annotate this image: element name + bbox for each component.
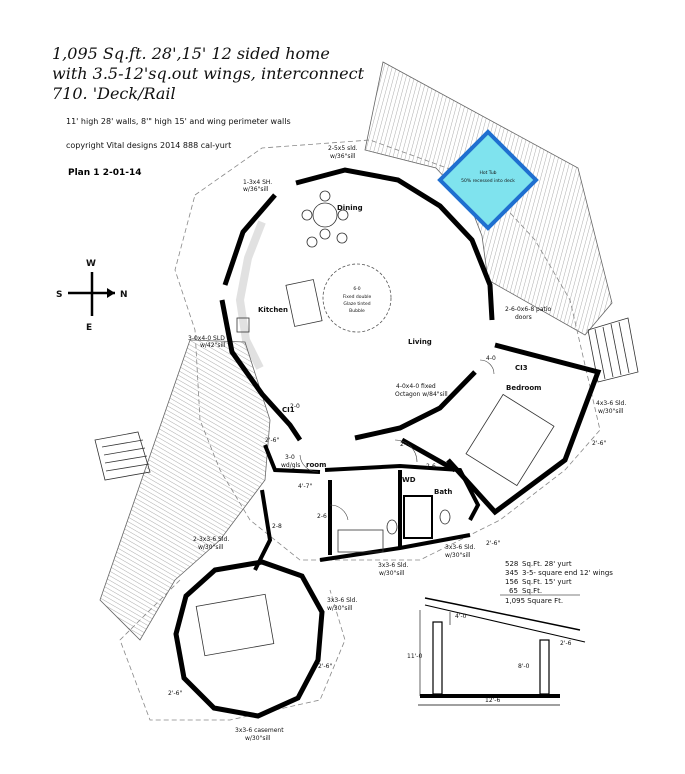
title-line-2: with 3.5-12'sq.out wings, interconnect — [52, 64, 365, 83]
octagon-label-2: Octagon w/84"sill — [395, 391, 448, 398]
sh-label: 1-3x4 SH. — [243, 179, 273, 186]
door-3-0: 3-0 — [285, 454, 295, 461]
bath-sld-label-2: 3x3-6 Sld. — [378, 562, 409, 569]
section-drawing — [418, 598, 585, 705]
bathtub — [338, 530, 383, 552]
sqft-table — [500, 560, 613, 605]
room-wd: WD — [402, 476, 416, 484]
mid-sld-label: 3x3-6 Sld. — [327, 597, 358, 604]
wing-sld-label: 2-3x3-6 Sld. — [193, 536, 230, 543]
bed-sld-label: 4x3-6 Sld. — [596, 400, 627, 407]
section-depth-2: 2'-6 — [560, 640, 572, 647]
door-2-8-b: 2-8 — [272, 523, 282, 530]
bedroom-wing-walls — [402, 345, 598, 512]
room-room: room — [306, 461, 327, 469]
mid-sld-sill: w/30"sill — [327, 605, 353, 612]
door-2-8-a: 2-8 — [400, 441, 410, 448]
skylight-line1: Fixed double — [342, 295, 372, 300]
sqft-528: 528 — [505, 560, 519, 568]
sqft-total: 1,095 Square Ft. — [505, 597, 564, 605]
sh-sill: w/36"sill — [243, 186, 269, 193]
toilet — [387, 520, 397, 534]
dim-5: 2'-6" — [265, 437, 280, 444]
sqft-65-desc: Sq.Ft. — [522, 587, 543, 595]
sld-left-sill: w/42"sill — [200, 342, 226, 349]
sqft-528-desc: Sq.Ft. 28' yurt — [522, 560, 572, 568]
sqft-345-desc: 3-5- square end 12' wings — [522, 569, 613, 577]
compass-s: S — [56, 290, 63, 300]
compass-e: E — [86, 323, 93, 333]
sqft-345: 345 — [505, 569, 519, 577]
casement-sill: w/30"sill — [245, 735, 271, 742]
wing-desk — [196, 594, 274, 655]
sld-top-label: 2-5x5 sld. — [328, 145, 358, 152]
closet-ci1: CI1 — [282, 406, 295, 414]
door-3-0-type: wd/gls — [281, 462, 301, 469]
sqft-156-desc: Sq.Ft. 15' yurt — [522, 578, 572, 586]
sld-left-label: 3-0x4-0 SLD — [188, 335, 225, 342]
hot-tub-note: 50% recessed into deck — [461, 179, 515, 184]
bath-toilet — [440, 510, 450, 524]
skylight-size: 6-0 — [353, 287, 361, 292]
sqft-156: 156 — [505, 578, 519, 586]
compass — [56, 259, 128, 333]
compass-w: W — [86, 259, 96, 269]
dim-3: 2'-6" — [318, 663, 333, 670]
patio-label-2: doors — [515, 314, 532, 321]
skylight-line2: Glaze tinted — [343, 302, 371, 307]
closet-ci3: CI3 — [515, 364, 528, 372]
door-2-6-a: 2-6 — [426, 463, 436, 470]
room-bath: Bath — [434, 488, 453, 496]
patio-label: 2-6-0x6-8 patio — [505, 306, 552, 313]
room-kitchen: Kitchen — [258, 306, 289, 314]
bath-sld-label-1: 3x3-6 Sld. — [445, 544, 476, 551]
title-line-1: 1,095 Sq.ft. 28',15' 12 sided home — [52, 44, 330, 63]
dim-4-7: 4'-7" — [298, 483, 313, 490]
wing-sld-sill: w/30"sill — [198, 544, 224, 551]
section-width: 12'-6 — [485, 697, 501, 704]
room-bedroom: Bedroom — [506, 384, 542, 392]
door-2-0: 2-0 — [290, 403, 300, 410]
dining-table — [302, 191, 348, 247]
door-2-6-b: 2-6 — [317, 513, 327, 520]
dim-2: 2'-6" — [486, 540, 501, 547]
bath-sld-sill-1: w/30"sill — [445, 552, 471, 559]
bed-sld-sill: w/30"sill — [598, 408, 624, 415]
small-yurt-walls — [176, 562, 322, 716]
room-dining: Dining — [337, 204, 363, 212]
copyright-note: copyright Vital designs 2014 888 cal-yurt — [66, 141, 232, 150]
section-depth-1: 4'-0 — [455, 613, 467, 620]
section-height-1: 11'-0 — [407, 653, 423, 660]
plan-number: Plan 1 2-01-14 — [68, 168, 142, 178]
compass-n: N — [120, 290, 128, 300]
walls-note: 11' high 28' walls, 8'" high 15' and wing perimeter walls — [66, 117, 291, 126]
sqft-65: 65 — [509, 587, 518, 595]
left-stairs — [95, 432, 150, 480]
hot-tub-title: Hot Tub — [479, 171, 497, 176]
title-line-3: 710. 'Deck/Rail — [52, 84, 176, 103]
dim-1: 2'-6" — [592, 440, 607, 447]
kitchen-island — [286, 280, 322, 327]
casement-label: 3x3-6 casement — [235, 727, 284, 734]
sld-top-sill: w/36"sill — [330, 153, 356, 160]
room-living: Living — [408, 338, 432, 346]
section-height-2: 8'-0 — [518, 663, 530, 670]
octagon-label: 4-0x4-0 fixed — [396, 383, 436, 390]
dim-4: 2'-6" — [168, 690, 183, 697]
bed — [466, 394, 554, 485]
skylight-line3: Bubble — [349, 309, 365, 314]
door-4-0: 4-0 — [486, 355, 496, 362]
bath-sld-sill-2: w/30"sill — [379, 570, 405, 577]
